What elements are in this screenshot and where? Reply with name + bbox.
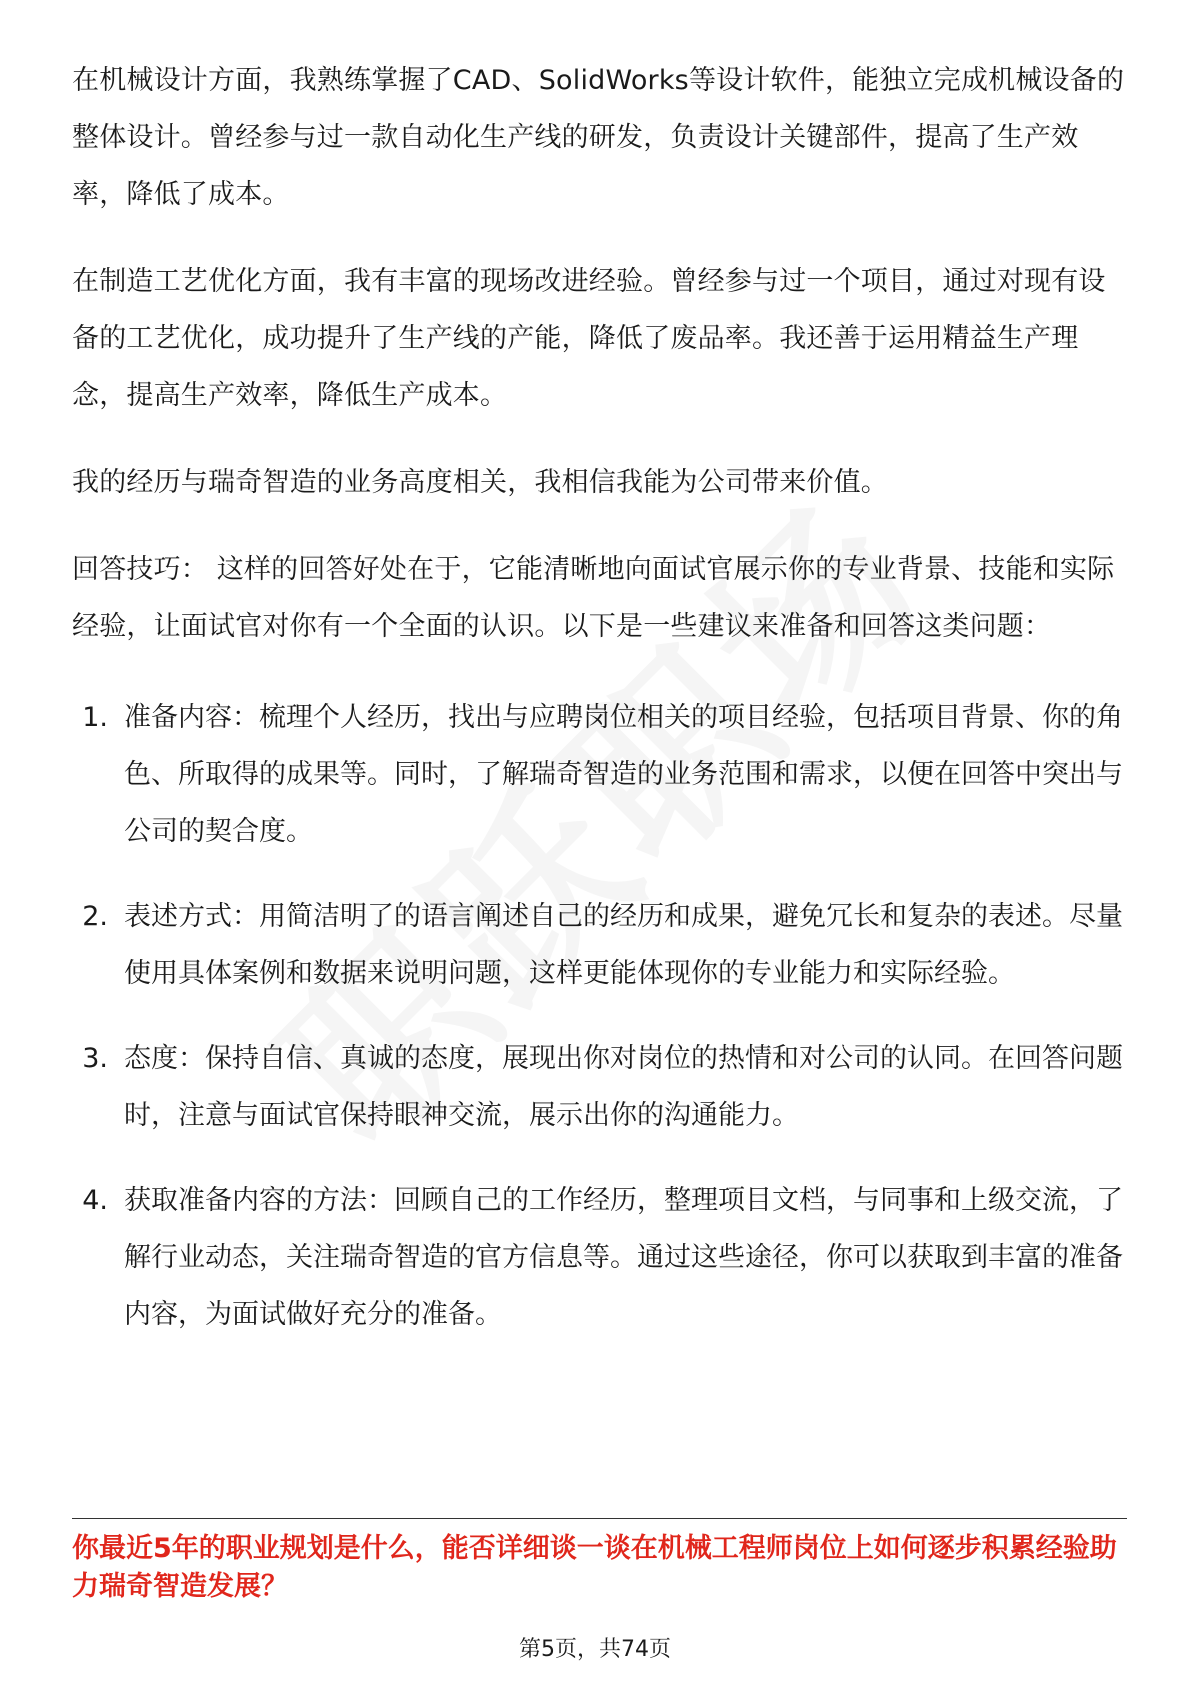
- list-item-number: 4.: [82, 1185, 108, 1216]
- list-item: [72, 1030, 1127, 1144]
- document-body: [72, 52, 1127, 1343]
- page-footer: 第5页，共74页: [519, 1637, 671, 1662]
- list-item-text: 表述方式：用简洁明了的语言阐述自己的经历和成果，避免冗长和复杂的表述。尽量使用具体案例和数据来说明问题，这样更能体现你的专业能力和实际经验。: [124, 901, 1123, 989]
- list-item: [72, 1172, 1127, 1343]
- list-item-number: 1.: [82, 702, 108, 733]
- paragraph-answer-tips: 回答技巧： 这样的回答好处在于，它能清晰地向面试官展示你的专业背景、技能和实际经验，让面试官对你有一个全面的认识。以下是一些建议来准备和回答这类问题：: [72, 554, 1115, 642]
- paragraph-relevance: 我的经历与瑞奇智造的业务高度相关，我相信我能为公司带来价值。: [72, 467, 888, 498]
- list-item-text: 获取准备内容的方法：回顾自己的工作经历，整理项目文档，与同事和上级交流，了解行业动态，关注瑞奇智造的官方信息等。通过这些途径，你可以获取到丰富的准备内容，为面试做好充分的准备。: [124, 1185, 1123, 1330]
- paragraph-mechanical-design: 在机械设计方面，我熟练掌握了CAD、SolidWorks等设计软件，能独立完成机械设备的整体设计。曾经参与过一款自动化生产线的研发，负责设计关键部件，提高了生产效率，降低了成本。: [72, 65, 1125, 210]
- paragraph-process-optimization: 在制造工艺优化方面，我有丰富的现场改进经验。曾经参与过一个项目，通过对现有设备的工艺优化，成功提升了生产线的产能，降低了废品率。我还善于运用精益生产理念，提高生产效率，降低生产成本。: [72, 266, 1106, 411]
- list-item-text: 态度：保持自信、真诚的态度，展现出你对岗位的热情和对公司的认同。在回答问题时，注意与面试官保持眼神交流，展示出你的沟通能力。: [124, 1043, 1123, 1131]
- list-item-number: 3.: [82, 1043, 108, 1074]
- list-item: [72, 888, 1127, 1002]
- list-item-number: 2.: [82, 901, 108, 932]
- tips-list: [72, 689, 1127, 1343]
- section-divider: [72, 1518, 1127, 1519]
- list-item-text: 准备内容：梳理个人经历，找出与应聘岗位相关的项目经验，包括项目背景、你的角色、所取得的成果等。同时，了解瑞奇智造的业务范围和需求，以便在回答中突出与公司的契合度。: [124, 702, 1123, 847]
- next-question-heading: 你最近5年的职业规划是什么，能否详细谈一谈在机械工程师岗位上如何逐步积累经验助力瑞奇智造发展？: [72, 1533, 1117, 1602]
- list-item: [72, 689, 1127, 860]
